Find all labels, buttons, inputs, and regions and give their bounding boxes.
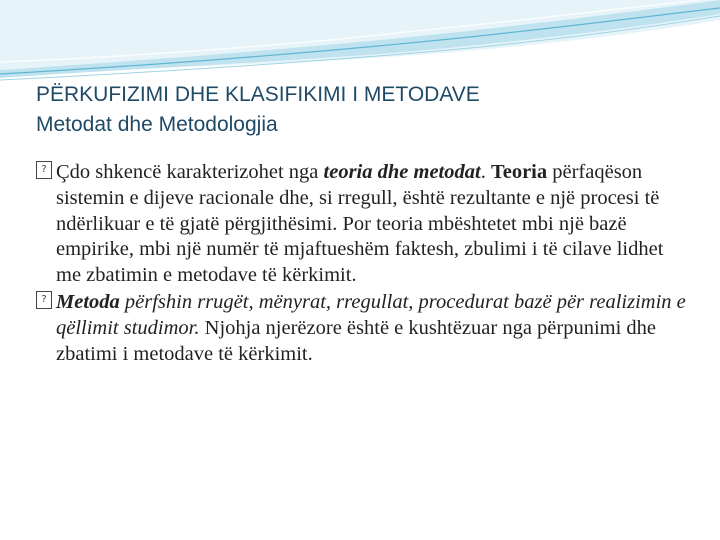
- text-run-italic: përfshin rrugët, mënyrat, rregullat, procedurat bazë për realizimin e qëllimit studimor.: [56, 290, 686, 339]
- text-run-emphasis: teoria dhe metodat: [323, 161, 481, 183]
- slide-title: [36, 80, 686, 140]
- header-wave-decoration: [0, 0, 720, 90]
- text-run: .: [480, 161, 491, 183]
- bullet-placeholder-icon: ?: [36, 161, 52, 179]
- title-line-1: PËRKUFIZIMI DHE KLASIFIKIMI I METODAVE: [36, 83, 480, 106]
- slide-body: [36, 160, 686, 367]
- text-run: Njohja njerëzore është e kushtëzuar nga përpunimi dhe zbatimi i metodave të kërkimit.: [56, 316, 657, 365]
- paragraph-1: [36, 160, 686, 289]
- title-line-2: Metodat dhe Metodologjia: [36, 113, 278, 136]
- text-run: Çdo shkencë karakterizohet nga: [56, 161, 324, 183]
- bullet-placeholder-icon: ?: [36, 291, 52, 309]
- text-run-emphasis: Metoda: [56, 290, 120, 313]
- text-run: përfaqëson sistemin e dijeve racionale dhe, si rregull, është rezultante e një procesi të ndërlikuar e të gjatë përgjithësimi. Por teoria mbështetet mbi një bazë empirike, mbi një numër të mjaftueshëm faktesh, zbulimi i të cilave lidhet me zbatimin e metodave të kërkimit.: [56, 161, 664, 287]
- paragraph-2: [36, 290, 686, 367]
- text-run-bold: Teoria: [490, 161, 548, 183]
